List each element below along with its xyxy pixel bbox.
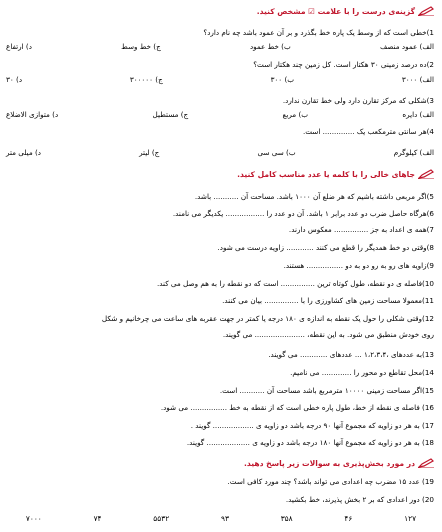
fill-line-16: 16) فاصله ی نقطه از خط، طول پاره خطی است که از نقطه به خط ................ می شود. [160,403,434,412]
divisibility-numbers [0,514,442,523]
q3-option-d[interactable]: د) متوازی الاضلاع [6,110,59,119]
fill-line-13: 13)به عددهای ،۱،۲،۳،۴ ... عددهای ............ می گویند. [268,350,434,359]
q1-option-d[interactable]: د) ارتفاع [6,42,32,51]
q1-option-a[interactable]: الف) عمود منصف [379,42,434,51]
question-4: 4)هر سانتی مترمکعب یک .............. است. [302,127,434,136]
number-item[interactable]: ۵۵۳۲ [153,514,170,523]
q2-option-c[interactable]: ج) ۳۰۰۰۰۰ [129,75,163,84]
q3-option-c[interactable]: ج) مستطیل [152,110,189,119]
fill-line-5: 5)اگر مربعی داشته باشیم که هر ضلع آن ۱۰۰۰ باشد. مساحت آن ........... باشد. [194,192,434,201]
question-4-options [6,148,434,157]
fill-line-6: 6)هرگاه حاصل ضرب دو عدد برابر ۱ باشد. آن دو عدد را ................. یکدیگر می نامند. [172,209,434,218]
q3-option-a[interactable]: الف) دایره [402,110,434,119]
q1-option-b[interactable]: ب) خط عمود [249,42,291,51]
question-2: 2)ده درصد زمینی ۳۰ هکتار است. کل زمین چند هکتار است؟ [253,60,434,69]
fill-line-7: 7)همه ی اعداد به جز ............... معکوس دارند. [288,225,434,234]
question-19: 19) عدد ۱۵ مضرب چه اعدادی می تواند باشد؟ چند مورد کافی است. [227,477,434,486]
fill-line-14: 14)محل تقاطع دو محور را ............. می نامیم. [290,368,434,377]
fill-line-8: 8)وقتی دو خط همدیگر را قطع می کنند ............ زاویه درست می شود. [217,243,434,252]
number-item[interactable]: ۷۰۰۰ [25,514,42,523]
question-3-options [6,110,434,119]
fill-line-18: 18) به هر دو زاویه که مجموع آنها ۱۸۰ درجه باشد دو زاویه ی ................... گویند. [186,438,434,447]
question-3: 3)شکلی که مرکز تقارن دارد ولی خط تقارن ندارد. [282,96,434,105]
fill-line-17: 17) به هر دو زاویه که مجموع آنها ۹۰ درجه باشد دو زاویه ی .................. گویند . [190,421,434,430]
q3-option-b[interactable]: ب) مربع [282,110,309,119]
pencil-icon [418,458,434,468]
q1-option-c[interactable]: ج) خط وسط [121,42,161,51]
section2-title [237,169,434,179]
q4-option-a[interactable]: الف) کیلوگرم [393,148,434,157]
number-item[interactable]: ۹۳ [220,514,229,523]
q4-option-b[interactable]: ب) سی سی [257,148,296,157]
q2-option-b[interactable]: ب) ۳۰۰ [270,75,295,84]
fill-line-11: 11)معمولا مساحت زمین های کشاورزی را با ............... بیان می کنند. [222,296,434,305]
fill-line-15: 15)اگر مساحت زمینی ۱۰۰۰۰ مترمربع باشد مساحت آن ........... است. [219,386,434,395]
number-item[interactable]: ۳۵۸ [280,514,293,523]
q2-option-a[interactable]: الف) ۳۰۰۰ [401,75,434,84]
q4-option-c[interactable]: ج) لیتر [139,148,160,157]
pencil-icon [418,169,434,179]
section1-title [257,6,434,16]
question-1-options [6,42,434,51]
question-1: 1)خطی است که از وسط یک پاره خط بگذرد و بر آن عمود باشد چه نام دارد؟ [203,28,434,37]
pencil-icon [418,6,434,16]
section2-title-text: جاهای خالی را با کلمه یا عدد مناسب کامل کنید. [237,169,415,179]
fill-line-12: 12)وقتی شکلی را حول یک نقطه به اندازه ی ۱۸۰ درجه یا کمتر در جهت عقربه های ساعت می چرخانیم و شکل [101,314,434,323]
question-2-options [6,75,434,84]
number-item[interactable]: ۷۴ [93,514,102,523]
section3-title-text: در مورد بخش‌پذیری به سوالات زیر پاسخ دهید. [243,458,415,468]
number-item[interactable]: ۴۶ [344,514,353,523]
q4-option-d[interactable]: د) میلی متر [6,148,41,157]
fill-line-10: 10)فاصله ی دو نقطه، طول کوتاه ترین ............... است که دو نقطه را به هم وصل می کند. [156,279,434,288]
section1-title-text: گزینه‌ی درست را با علامت ☑ مشخص کنید. [256,6,415,16]
fill-line-12b: روی خودش منطبق می شود. به این نقطه، ...................... می گویند. [222,330,434,339]
q2-option-d[interactable]: د) ۳۰ [6,75,23,84]
question-20: 20) دور اعدادی که بر ۲ بخش پذیرند، خط بکشید. [285,495,434,504]
section3-title [244,458,434,468]
number-item[interactable]: ۱۲۷ [404,514,417,523]
fill-line-9: 9)زاویه های رو به رو دو به دو ................ هستند. [283,261,434,270]
